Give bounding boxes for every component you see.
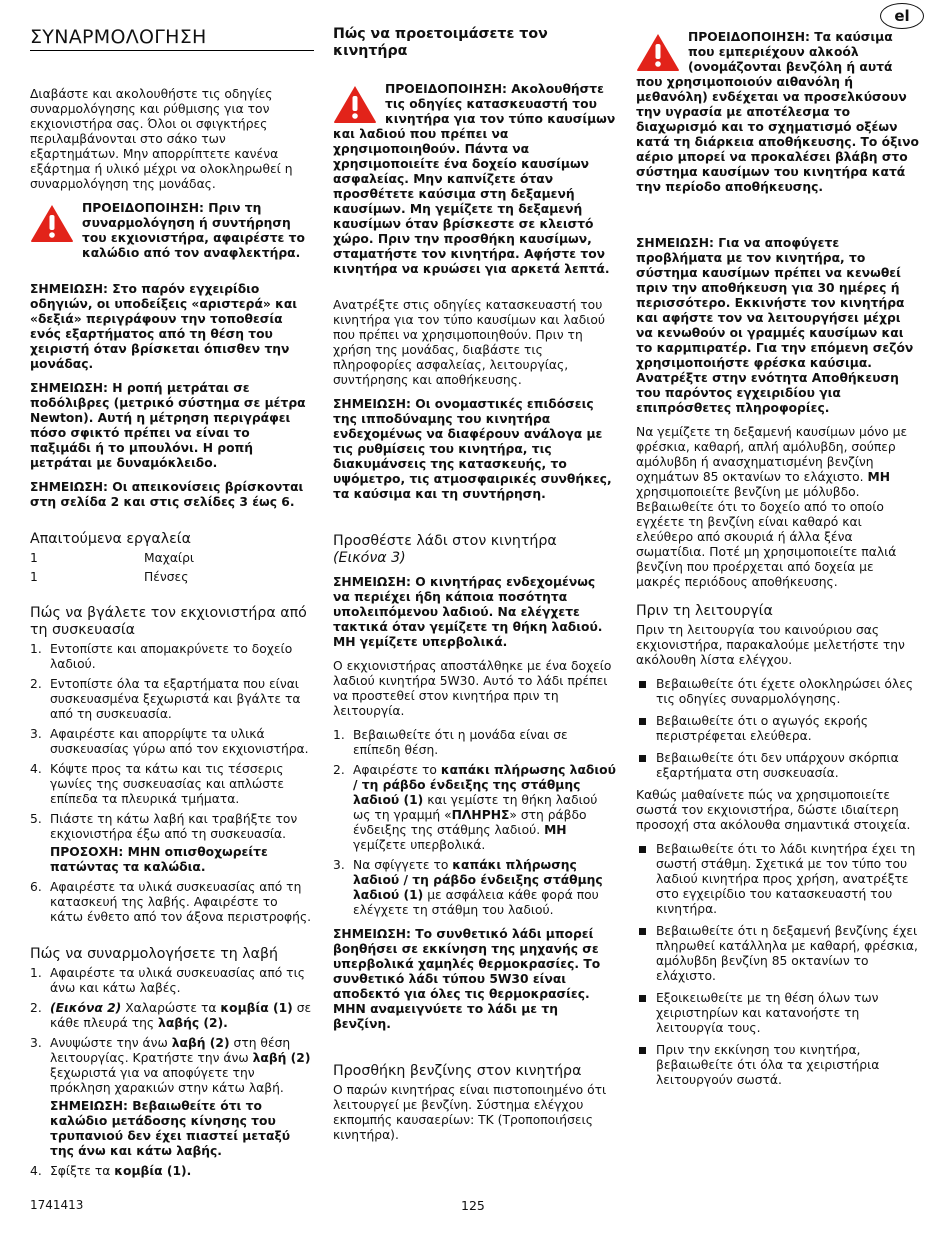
step-item: 1. Αφαιρέστε τα υλικά συσκευασίας από τις άνω και κάτω λαβές. (30, 966, 305, 995)
note-left-right: ΣΗΜΕΙΩΣΗ: Στο παρόν εγχειρίδιο οδηγιών, οι υποδείξεις «αριστερά» και «δεξιά» περιγράφουν την τοποθεσία ενός εξαρτήματος από τη θέση του χειριστή όταν βρίσκεται όπισθεν την μονάδας. (30, 282, 298, 371)
warning-text: ΠΡΟΕΙΔΟΠΟΙΗΣΗ: Ακολουθήστε τις οδηγίες κατασκευαστή του κινητήρα για τον τύπο καυσίμων και λαδιού που πρέπει να χρησιμοποιηθούν. Πάντα να χρησιμοποιείτε ένα δοχείο καυσίμων ασφαλείας. Μην καπνίζετε όταν προσθέτετε καύσιμα στη δεξαμενή καυσίμων. Μη γεμίζετε τη δεξαμενή καυσίμων όταν βρίσκεστε σε κλειστό χώρο. Πριν την προσθήκη καυσίμων, σταματήστε τον κινητήρα. Αφήστε τον κινητήρα να κρυώσει για αρκετά λεπτά. (333, 82, 616, 276)
note-text: ΣΗΜΕΙΩΣΗ: Βεβαιωθείτε ότι το καλώδιο μετάδοσης κίνησης του τρυπανιού δεν έχει πιαστεί μεταξύ της άνω και κάτω λαβής. (50, 1099, 291, 1158)
oil-heading: Προσθέστε λάδι στον κινητήρα (Εικόνα 3) (333, 533, 557, 566)
step-item: 2. Αφαιρέστε το καπάκι πλήρωσης λαδιού / τη ράβδο ένδειξης της στάθμης λαδιού (1) και γεμίστε τη θήκη λαδιού ως τη γραμμή «ΠΛΗΡΗΣ» στη ράβδο ένδειξης της στάθμης λαδιού. ΜΗ γεμίζετε υπερβολικά. (333, 763, 616, 852)
square-bullet-icon (639, 846, 646, 853)
step-item: 3. Αφαιρέστε και απορρίψτε τα υλικά συσκευασίας γύρω από τον εκχιονιστήρα. (30, 727, 309, 756)
language-badge: el (880, 3, 924, 29)
note-torque: ΣΗΜΕΙΩΣΗ: Η ροπή μετράται σε ποδόλιβρες (μετρικό σύστημα σε μέτρα Newton). Αυτή η μέτρηση περιγράφει πόσο σφικτό πρέπει να είναι το παξιμάδι ή το μπουλόνι. Η ροπή μετράται με δυναμόκλειδο. (30, 381, 306, 470)
tool-row (30, 570, 314, 585)
square-bullet-icon (639, 1047, 646, 1054)
step-item: 1. Βεβαιωθείτε ότι η μονάδα είναι σε επίπεδη θέση. (333, 728, 568, 757)
tools-heading: Απαιτούμενα εργαλεία (30, 531, 191, 547)
oil-steps (333, 728, 616, 918)
warning-triangle-icon (30, 203, 74, 243)
before-text: Πριν τη λειτουργία του καινούριου σας εκχιονιστήρα, παρακαλούμε μελετήστε την ακόλουθη λίστα ελέγχου. (636, 623, 905, 667)
oil-note: ΣΗΜΕΙΩΣΗ: Ο κινητήρας ενδεχομένως να περιέχει ήδη κάποια ποσότητα υπολειπόμενου λαδιού. Να ελέγχετε τακτικά όταν γεμίζετε τη θήκη λαδιού. ΜΗ γεμίζετε υπερβολικά. (333, 575, 603, 649)
step-item: 4. Κόψτε προς τα κάτω και τις τέσσερις γωνίες της συσκευασίας και απλώστε επίπεδα τα πλευρικά τμήματα. (30, 762, 285, 806)
handle-heading: Πώς να συναρμολογήσετε τη λαβή (30, 946, 279, 962)
column-2 (333, 26, 616, 1152)
before-operation-heading: Πριν τη λειτουργία (636, 603, 773, 619)
unpack-heading: Πώς να βγάλετε τον εκχιονιστήρα από τη συσκευασία (30, 605, 307, 638)
warning-triangle-icon (333, 84, 377, 124)
step-item: 2. Εντοπίστε όλα τα εξαρτήματα που είναι συσκευασμένα ξεχωριστά και βγάλτε τα από τη συσκευασία. (30, 677, 301, 721)
handle-steps (30, 966, 314, 1179)
checklist-item: Πριν την εκκίνηση του κινητήρα, βεβαιωθείτε ότι όλα τα χειριστήρια λειτουργούν σωστά. (636, 1043, 919, 1088)
intro-text: Διαβάστε και ακολουθήστε τις οδηγίες συναρμολόγησης και ρύθμισης για τον εκχιονιστήρα σας. Όλοι οι σφιγκτήρες περιλαμβάνονται στο σάκο των εξαρτημάτων. Μην απορρίπτετε κανένα εξάρτημα ή υλικό μέχρι να ολοκληρωθεί η συναρμολόγηση της μονάδας. (30, 87, 293, 191)
learn-text: Καθώς μαθαίνετε πώς να χρησιμοποιείτε σωστά τον εκχιονιστήρα, δώστε ιδιαίτερη προσοχή στα ακόλουθα σημαντικά στοιχεία. (636, 788, 911, 832)
fuel-heading: Προσθήκη βενζίνης στον κινητήρα (333, 1063, 582, 1079)
note-illustrations: ΣΗΜΕΙΩΣΗ: Οι απεικονίσεις βρίσκονται στη σελίδα 2 και στις σελίδες 3 έως 6. (30, 480, 304, 509)
caution-text: ΠΡΟΣΟΧΗ: ΜΗΝ οπισθοχωρείτε πατώντας τα καλώδια. (50, 845, 268, 874)
page-title: ΣΥΝΑΡΜΟΛΟΓΗΣΗ (30, 26, 314, 51)
checklist-item: Βεβαιωθείτε ότι δεν υπάρχουν σκόρπια εξαρτήματα στη συσκευασία. (636, 751, 919, 781)
tool-name: Μαχαίρι (144, 551, 195, 565)
step-item: 4. Σφίξτε τα κομβία (1). (30, 1164, 192, 1178)
synthetic-oil-note: ΣΗΜΕΙΩΣΗ: Το συνθετικό λάδι μπορεί βοηθήσει σε εκκίνηση της μηχανής σε υπερβολικά χαμηλές θερμοκρασίες. Το συνθετικό λάδι τύπου 5W30 είναι αποδεκτό για όλες τις θερμοκρασίες. ΜΗΝ αναμειγνύετε το λάδι με τη βενζίνη. (333, 927, 601, 1031)
square-bullet-icon (639, 755, 646, 762)
tool-qty: 1 (30, 570, 38, 584)
note-horsepower: ΣΗΜΕΙΩΣΗ: Οι ονομαστικές επιδόσεις της ιπποδύναμης του κινητήρα ενδεχομένως να διαφέρουν ανάλογα με τις ρυθμίσεις του κινητήρα, τις διακυμάνσεις της κατασκευής, το υψόμετρο, τις ατμοσφαιρικές συνθήκες, τα καύσιμα και τη συντήρηση. (333, 397, 612, 501)
checklist-item: Βεβαιωθείτε ότι ο αγωγός εκροής περιστρέφεται ελεύθερα. (636, 714, 919, 744)
square-bullet-icon (639, 718, 646, 725)
warning-text: ΠΡΟΕΙΔΟΠΟΙΗΣΗ: Τα καύσιμα που εμπεριέχουν αλκοόλ (ονομάζονται βενζόλη ή αυτά που χρησιμοποιούν αιθανόλη ή μεθανόλη) ενδέχεται να προσελκύσουν την υγρασία με αποτέλεσμα το διαχωρισμό και το σχηματισμό οξέων κατά τη διάρκεια αποθήκευσης. Το όξινο αέριο μπορεί να προκαλέσει βλάβη στο σύστημα καυσίμων του κινητήρα κατά την περίοδο αποθήκευσης. (636, 30, 919, 194)
warning-block (636, 30, 919, 195)
square-bullet-icon (639, 995, 646, 1002)
refer-text: Ανατρέξτε στις οδηγίες κατασκευαστή του κινητήρα για τον τύπο καυσίμων και λαδιού που πρέπει να χρησιμοποιηθούν. Πριν τη χρήση της μονάδας, διαβάστε τις πληροφορίες ασφαλείας, λειτουργίας, συντήρησης και αποθήκευσης. (333, 298, 606, 387)
checklist-item: Βεβαιωθείτε ότι έχετε ολοκληρώσει όλες τις οδηγίες συναρμολόγησης. (636, 677, 919, 707)
step-item: 6. Αφαιρέστε τα υλικά συσκευασίας από τη κατασκευή της λαβής. Αφαιρέστε το κάτω ένθετο από τον άξονα περιστροφής. (30, 880, 312, 924)
checklist-item: Βεβαιωθείτε ότι το λάδι κινητήρα έχει τη σωστή στάθμη. Σχετικά με τον τύπο του λαδιού κινητήρα προς χρήση, ανατρέξτε στο εγχειρίδιο του κατασκευαστή του κινητήρα. (636, 842, 919, 917)
step-item: 2. (Εικόνα 2) Χαλαρώστε τα κομβία (1) σε κάθε πλευρά της λαβής (2). (30, 1001, 312, 1030)
document-code: 1741413 (30, 1198, 84, 1212)
square-bullet-icon (639, 928, 646, 935)
step-item: 3. Ανυψώστε την άνω λαβή (2) στη θέση λειτουργίας. Κρατήστε την άνω λαβή (2) ξεχωριστά για να αποφύγετε την πρόκληση χαρακιών στην κάτω λαβή. ΣΗΜΕΙΩΣΗ: Βεβαιωθείτε ότι το καλώδιο μετάδοσης κίνησης του τρυπανιού δεν έχει πιαστεί μεταξύ της άνω και κάτω λαβής. (30, 1036, 314, 1159)
tool-qty: 1 (30, 551, 38, 565)
warning-block (333, 82, 616, 277)
prepare-engine-heading: Πώς να προετοιμάσετε τον κινητήρα (333, 26, 548, 59)
square-bullet-icon (639, 681, 646, 688)
step-item: 5. Πιάστε τη κάτω λαβή και τραβήξτε τον εκχιονιστήρα έξω από τη συσκευασία. ΠΡΟΣΟΧΗ: ΜΗΝ οπισθοχωρείτε πατώντας τα καλώδια. (30, 812, 314, 875)
checklist (636, 842, 919, 1088)
tool-row (30, 551, 314, 566)
warning-block (30, 201, 314, 261)
note-storage: ΣΗΜΕΙΩΣΗ: Για να αποφύγετε προβλήματα με τον κινητήρα, το σύστημα καυσίμων πρέπει να κενωθεί πριν την αποθήκευση για 30 ημέρες ή περισσότερο. Εκκινήστε τον κινητήρα και αφήστε τον να λειτουργήσει μέχρι να κενωθούν οι γραμμές καυσίμων και το καρμπιρατέρ. Για την επόμενη σεζόν χρησιμοποιήστε φρέσκα καύσιμα. Ανατρέξτε στην ενότητα Αποθήκευση του παρόντος εγχειριδίου για επιπρόσθετες πληροφορίες. (636, 236, 914, 415)
step-item: 1. Εντοπίστε και απομακρύνετε το δοχείο λαδιού. (30, 642, 293, 671)
page-number: 125 (461, 1198, 485, 1213)
tools-list (30, 551, 314, 585)
fill-text: Να γεμίζετε τη δεξαμενή καυσίμων μόνο με φρέσκια, καθαρή, απλή αμόλυβδη, σούπερ αμόλυβδη ή ανασχηματισμένη βενζίνη οχημάτων 85 οκτανίων τo ελάχιστο. ΜΗ χρησιμοποιείτε βενζίνη με μόλυβδο. Βεβαιωθείτε ότι το δοχείο από το οποίο εγχέετε τη βενζίνη είναι καθαρό και ελεύθερο από σκουριά ή άλλα ξένα σωματίδια. Ποτέ μη χρησιμοποιείτε παλιά βενζίνη που προέρχεται από δοχεία με μακρές περιόδους αποθήκευσης. (636, 425, 908, 589)
column-3 (636, 30, 919, 1095)
warning-text: ΠΡΟΕΙΔΟΠΟΙΗΣΗ: Πριν τη συναρμολόγηση ή συντήρηση του εκχιονιστήρα, αφαιρέστε το καλώδιο από τον αναφλεκτήρα. (82, 201, 305, 260)
oil-text: Ο εκχιονιστήρας αποστάλθηκε με ένα δοχείο λαδιού κινητήρα 5W30. Αυτό το λάδι πρέπει να προστεθεί στον κινητήρα πριν τη λειτουργία. (333, 659, 612, 718)
warning-triangle-icon (636, 32, 680, 72)
step-item: 3. Να σφίγγετε το καπάκι πλήρωσης λαδιού / τη ράβδο ένδειξης στάθμης λαδιού (1) με ασφάλεια κάθε φορά που ελέγχετε τη στάθμη του λαδιού. (333, 858, 603, 917)
fuel-text: Ο παρών κινητήρας είναι πιστοποιημένο ότι λειτουργεί με βενζίνη. Σύστημα ελέγχου εκπομπής καυσαερίων: ΤΚ (Τροποποιήσεις κινητήρα). (333, 1083, 607, 1142)
checklist (636, 677, 919, 781)
tool-name: Πένσες (144, 570, 189, 584)
column-1 (30, 26, 314, 1188)
unpack-steps (30, 642, 314, 925)
checklist-item: Βεβαιωθείτε ότι η δεξαμενή βενζίνης έχει πληρωθεί κατάλληλα με καθαρή, φρέσκια, αμόλυβδη βενζίνη 85 οκτανίων το ελάχιστο. (636, 924, 919, 984)
checklist-item: Εξοικειωθείτε με τη θέση όλων των χειριστηρίων και κατανοήστε τη λειτουργία τους. (636, 991, 919, 1036)
